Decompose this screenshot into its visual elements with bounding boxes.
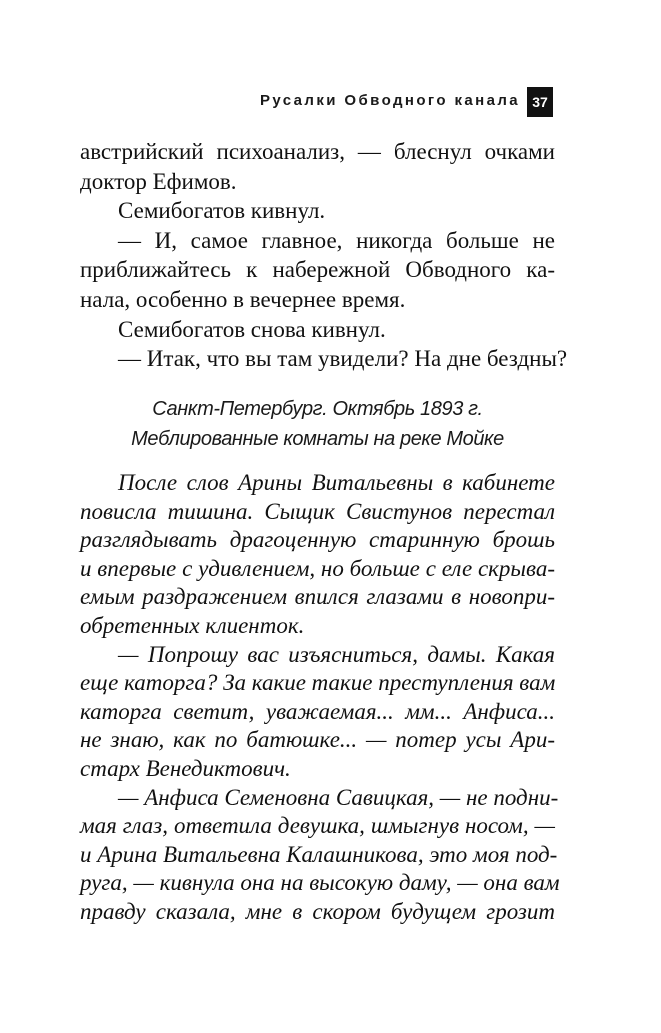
- subheading-location: Меблированные комнаты на реке Мойке: [131, 428, 504, 450]
- running-title: Русалки Обводного канала: [259, 92, 520, 109]
- text-line: приближайтесь к набережной Обводного ка-: [80, 257, 555, 283]
- page-number: 37: [527, 87, 553, 117]
- text-line: Семибогатов кивнул.: [118, 198, 326, 224]
- subheading-place-date: Санкт-Петербург. Октябрь 1893 г.: [152, 398, 483, 420]
- text-line: — Итак, что вы там увидели? На дне бездны?: [118, 346, 568, 372]
- text-line: старх Венедиктович.: [80, 755, 291, 781]
- section-subheading: [80, 394, 555, 454]
- text-line: обретенных клиенток.: [80, 612, 305, 638]
- story-text: [80, 469, 560, 927]
- intro-text: [80, 137, 568, 374]
- text-line: повисла тишина. Сыщик Свистунов перестал: [80, 498, 555, 524]
- text-line: нала, особенно в вечернее время.: [80, 286, 406, 312]
- text-line: мая глаз, ответила девушка, шмыгнув носом, —: [80, 813, 555, 839]
- text-line: еще каторга? За какие такие преступления вам: [80, 670, 556, 696]
- text-line: — Попрошу вас изъясниться, дамы. Какая: [118, 641, 555, 667]
- text-line: и Арина Витальевна Калашникова, это моя под-: [80, 841, 558, 867]
- text-line: правду сказала, мне в скором будущем грозит: [80, 898, 555, 924]
- text-line: Семибогатов снова кивнул.: [118, 316, 386, 342]
- text-line: — И, самое главное, никогда больше не: [118, 227, 555, 253]
- text-line: разглядывать драгоценную старинную брошь: [80, 527, 555, 553]
- text-line: — Анфиса Семеновна Савицкая, — не подни-: [118, 784, 559, 810]
- text-line: После слов Арины Витальевны в кабинете: [118, 470, 555, 495]
- text-line: и впервые с удивлением, но больше с еле скрыва-: [80, 555, 555, 581]
- text-line: не знаю, как по батюшке... — потер усы Ари-: [80, 727, 555, 753]
- text-line: емым раздражением впился глазами в новопри-: [80, 584, 555, 610]
- text-line: каторга светит, уважаемая... мм... Анфиса...: [80, 698, 555, 724]
- text-line: австрийский психоанализ, — блеснул очками: [80, 139, 555, 164]
- text-line: доктор Ефимов.: [80, 168, 237, 194]
- text-line: руга, — кивнула она на высокую даму, — она вам: [80, 870, 560, 896]
